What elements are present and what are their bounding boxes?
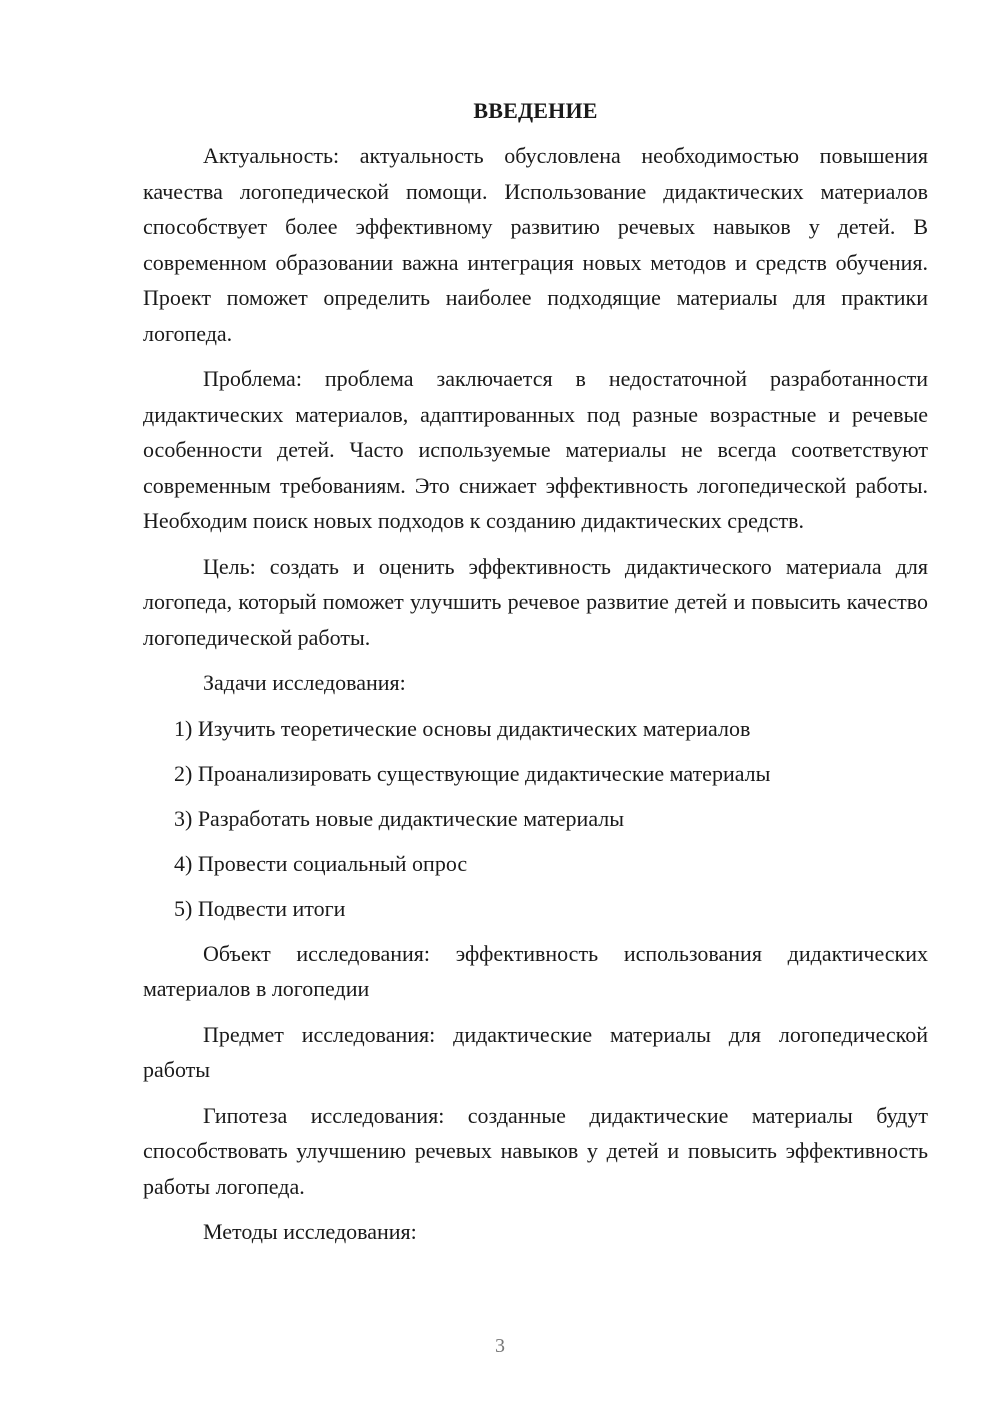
section-title: ВВЕДЕНИЕ [473,98,598,123]
methods-heading: Методы исследования: [203,1219,417,1245]
task-item: 1) Изучить теоретические основы дидактических материалов [174,715,751,741]
hypothesis-paragraph: Гипотеза исследования: созданные дидактические материалы будут способствовать улучшению речевых навыков у детей и повысить эффективность работы логопеда. [143,1102,928,1199]
task-item: 3) Разработать новые дидактические материалы [174,805,625,831]
task-item: 4) Провести социальный опрос [174,850,468,876]
problem-paragraph: Проблема: проблема заключается в недостаточной разработанности дидактических материалов, адаптированных под разные возрастные и речевые особенности детей. Часто используемые материалы не всегда соответствуют современным требованиям. Это снижает эффективность логопедической работы. Необходим поиск новых подходов к созданию дидактических средств. [143,366,928,533]
task-item: 2) Проанализировать существующие дидактические материалы [174,760,771,786]
task-item: 5) Подвести итоги [174,895,346,921]
page-number: 3 [495,1335,505,1357]
relevance-paragraph: Актуальность: актуальность обусловлена необходимостью повышения качества логопедической помощи. Использование дидактических материалов способствует более эффективному развитию речевых навыков у детей. В современном образовании важна интеграция новых методов и средств обучения. Проект поможет определить наиболее подходящие материалы для практики логопеда. [143,143,928,346]
subject-paragraph: Предмет исследования: дидактические материалы для логопедической работы [143,1021,928,1083]
goal-paragraph: Цель: создать и оценить эффективность дидактического материала для логопеда, который поможет улучшить речевое развитие детей и повысить качество логопедической работы. [143,553,928,650]
document-page [143,96,928,1260]
tasks-heading: Задачи исследования: [203,670,406,695]
object-paragraph: Объект исследования: эффективность использования дидактических материалов в логопедии [143,940,928,1002]
tasks-list [143,711,928,927]
